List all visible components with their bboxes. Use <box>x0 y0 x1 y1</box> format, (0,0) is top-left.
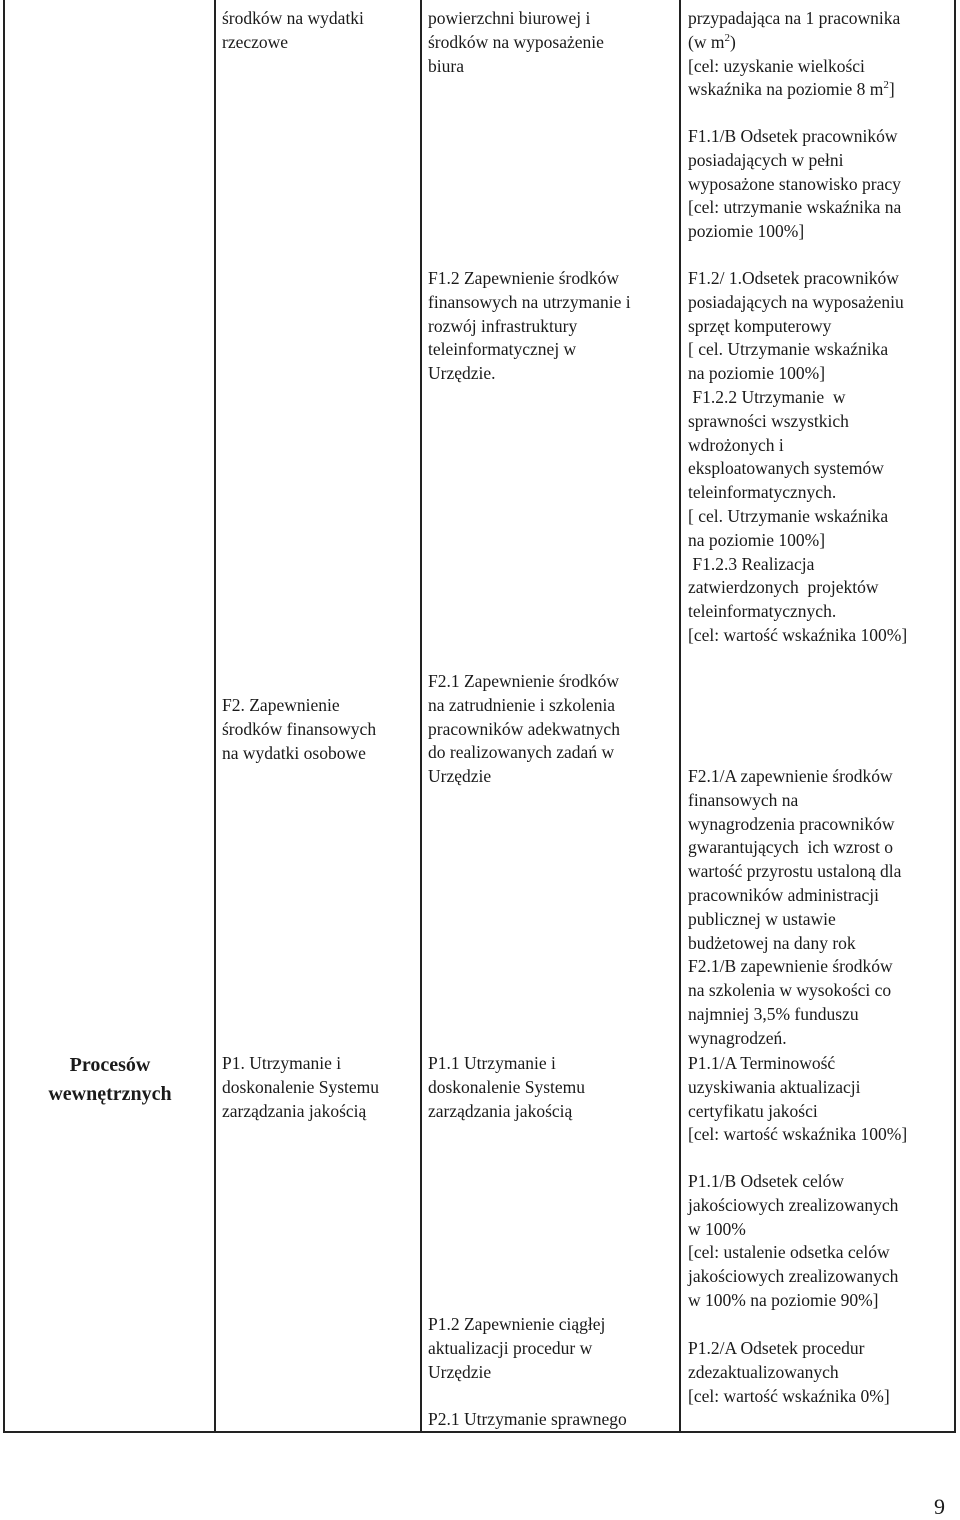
text-line: teleinformatycznej w <box>428 339 577 360</box>
text-line: środków na wydatki <box>222 8 364 28</box>
f12-col4 <box>688 267 907 648</box>
top-col3 <box>428 7 604 78</box>
text-line: w 100% na poziomie 90%] <box>688 1289 879 1310</box>
text-line: sprzęt komputerowy <box>688 315 832 336</box>
f2-col4 <box>688 765 901 1051</box>
p12-col3 <box>428 1313 605 1384</box>
text-line: posiadających na wyposażeniu <box>688 291 904 312</box>
text-line: budżetowej na dany rok <box>688 932 856 953</box>
perspective-line1: Procesów <box>69 1054 151 1076</box>
table-border-col2 <box>214 0 216 1433</box>
text-line: zarządzania jakością <box>222 1100 367 1121</box>
text-line: P1.2/A Odsetek procedur <box>688 1338 865 1358</box>
text-line: F2.1/B zapewnienie środków <box>688 956 893 977</box>
text-line: zdezaktualizowanych <box>688 1361 839 1382</box>
top-col4-indicator-b <box>688 125 901 244</box>
top-col4-indicator-a <box>688 7 900 102</box>
text-line: Urzędzie <box>428 1361 492 1382</box>
text-line: na wydatki osobowe <box>222 742 366 763</box>
text-line: eksploatowanych systemów <box>688 458 884 479</box>
text-line: P2.1 Utrzymanie sprawnego <box>428 1409 627 1429</box>
text-line: F1.2/ 1.Odsetek pracowników <box>688 268 899 288</box>
text-line: posiadających w pełni <box>688 149 844 170</box>
text-line: P1.1 Utrzymanie i <box>428 1053 556 1073</box>
text-line: Urzędzie. <box>428 363 496 384</box>
text-line: F1.2.2 Utrzymanie w <box>688 386 846 407</box>
text-line: [cel: wartość wskaźnika 100%] <box>688 1124 908 1145</box>
text-line: zatwierdzonych projektów <box>688 577 879 598</box>
text-line: poziomie 100%] <box>688 221 805 242</box>
text-line: P1.2 Zapewnienie ciągłej <box>428 1314 606 1334</box>
table-border-col4 <box>679 0 681 1433</box>
text-line: finansowych na utrzymanie i <box>428 291 631 312</box>
text-line: do realizowanych zadań w <box>428 742 615 763</box>
text-line: [cel: utrzymanie wskaźnika na <box>688 197 902 218</box>
text-line: certyfikatu jakości <box>688 1100 818 1121</box>
text-line: na zatrudnienie i szkolenia <box>428 694 616 715</box>
text-line: wynagrodzeń. <box>688 1027 787 1048</box>
text-line: powierzchni biurowej i <box>428 8 591 28</box>
table-border-col3 <box>420 0 422 1433</box>
text-line: [cel: uzyskanie wielkości <box>688 55 865 76</box>
text-line: wdrożonych i <box>688 434 784 455</box>
text-line: najmniej 3,5% funduszu <box>688 1003 859 1024</box>
text-line: teleinformatycznych. <box>688 482 837 503</box>
text-line: w 100% <box>688 1218 746 1239</box>
text-line: [ cel. Utrzymanie wskaźnika <box>688 339 889 360</box>
text-line: wynagrodzenia pracowników <box>688 813 895 834</box>
text-line: rozwój infrastruktury <box>428 315 578 336</box>
f2-col3 <box>428 670 620 789</box>
p21-col3 <box>428 1408 627 1432</box>
perspective-label <box>6 1051 214 1109</box>
text-line: Urzędzie <box>428 766 492 787</box>
text-line: finansowych na <box>688 789 799 810</box>
text-line: F2.1/A zapewnienie środków <box>688 766 893 786</box>
text-line: [cel: ustalenie odsetka celów <box>688 1242 890 1263</box>
text-line: na poziomie 100%] <box>688 363 826 384</box>
text-line: na poziomie 100%] <box>688 529 826 550</box>
text-line: zarządzania jakością <box>428 1100 573 1121</box>
p1-col4-indicator-a <box>688 1052 907 1147</box>
text-line: F1.2.3 Realizacja <box>688 553 815 574</box>
text-line: doskonalenie Systemu <box>222 1076 379 1097</box>
text-line: F2.1 Zapewnienie środków <box>428 671 620 691</box>
text-line: środków na wyposażenie <box>428 31 604 52</box>
text-line: [cel: wartość wskaźnika 0%] <box>688 1385 890 1406</box>
text-line: F2. Zapewnienie <box>222 695 340 715</box>
text-line: wskaźnika na poziomie 8 $m^2$] <box>688 79 895 100</box>
p1-col2 <box>222 1052 379 1123</box>
text-line: (w $m^2$) <box>688 31 736 52</box>
p12-col4 <box>688 1337 890 1408</box>
text-line: uzyskiwania aktualizacji <box>688 1076 861 1097</box>
text-line: gwarantujących ich wzrost o <box>688 837 894 858</box>
text-line: środków finansowych <box>222 718 377 739</box>
text-line: wyposażone stanowisko pracy <box>688 173 901 194</box>
table-border-left <box>3 0 5 1433</box>
p1-col4-indicator-b <box>688 1170 898 1313</box>
f2-col2 <box>222 694 376 765</box>
text-line: F1.1/B Odsetek pracowników <box>688 126 898 146</box>
text-line: jakościowych zrealizowanych <box>688 1266 899 1287</box>
page-number: 9 <box>934 1494 945 1519</box>
text-line: pracowników adekwatnych <box>428 718 620 739</box>
text-line: sprawności wszystkich <box>688 410 849 431</box>
text-line: jakościowych zrealizowanych <box>688 1194 899 1215</box>
text-line: wartość przyrostu ustaloną dla <box>688 861 902 882</box>
text-line: F1.2 Zapewnienie środków <box>428 268 620 288</box>
text-line: biura <box>428 55 464 76</box>
p1-col3 <box>428 1052 585 1123</box>
text-line: pracowników administracji <box>688 884 879 905</box>
text-line: przypadająca na 1 pracownika <box>688 8 901 28</box>
text-line: [ cel. Utrzymanie wskaźnika <box>688 505 889 526</box>
top-col2 <box>222 7 364 55</box>
text-line: teleinformatycznych. <box>688 601 837 622</box>
text-line: [cel: wartość wskaźnika 100%] <box>688 624 908 645</box>
text-line: doskonalenie Systemu <box>428 1076 585 1097</box>
table-border-right <box>954 0 956 1433</box>
perspective-line2: wewnętrznych <box>48 1083 172 1105</box>
text-line: publicznej w ustawie <box>688 908 836 929</box>
f12-col3 <box>428 267 631 386</box>
text-line: P1. Utrzymanie i <box>222 1053 342 1073</box>
text-line: na szkolenia w wysokości co <box>688 980 892 1001</box>
text-line: P1.1/A Terminowość <box>688 1053 836 1073</box>
text-line: rzeczowe <box>222 31 289 52</box>
text-line: P1.1/B Odsetek celów <box>688 1171 845 1191</box>
text-line: aktualizacji procedur w <box>428 1337 593 1358</box>
